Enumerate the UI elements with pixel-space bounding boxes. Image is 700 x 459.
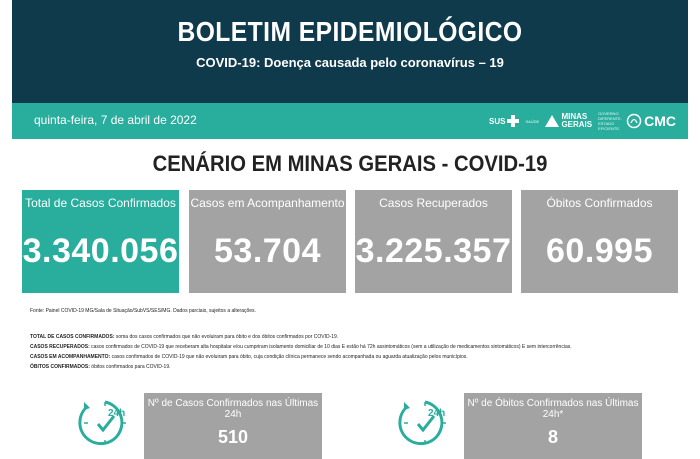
triangle-icon: [545, 115, 559, 127]
cross-icon: [507, 115, 519, 127]
minas-gerais-text: [561, 113, 592, 129]
page-subtitle: COVID-19: Doença causada pelo coronavírus – 19: [196, 55, 504, 70]
clock-24h-icon: [76, 394, 134, 452]
definition-term: ÓBITOS CONFIRMADOS:: [30, 364, 90, 370]
card-value: 53.704: [214, 232, 321, 270]
card-label: Total de Casos Confirmados: [25, 196, 176, 210]
card-total-confirmed: [22, 190, 179, 293]
definition-text: soma dos casos confirmados que não evoluiram para óbito e dos óbitos confirmados por COVID-19.: [114, 334, 339, 340]
definition-term: CASOS EM ACOMPANHAMENTO:: [30, 354, 111, 360]
box-value: 510: [217, 427, 249, 447]
box-label: Nº de Óbitos Confirmados nas Últimas 24h*: [467, 398, 639, 420]
last24-deaths-box: [464, 393, 642, 459]
minas-gerais-logo: [545, 113, 592, 129]
source-note: Fonte: Painel COVID-19 MG/Sala de Situação/SubVS/SES/MG. Dados parciais, sujeitos a alterações.: [30, 308, 256, 314]
definition-item: [30, 362, 670, 372]
card-value: 3.340.056: [22, 232, 179, 270]
card-value: 60.995: [546, 232, 653, 270]
card-in-monitoring: [189, 190, 346, 293]
sus-logo: [489, 115, 519, 127]
mg-slogan: GOVERNO DIFERENTE. ESTADO EFICIENTE.: [598, 111, 622, 131]
card-label: Casos em Acompanhamento: [190, 196, 345, 210]
card-label: Óbitos Confirmados: [546, 196, 653, 210]
report-date: quinta-feira, 7 de abril de 2022: [34, 113, 197, 127]
header-banner: [12, 0, 688, 103]
definitions-list: [30, 332, 670, 372]
clock-label: 24h: [108, 408, 126, 419]
last24-cases-box: [144, 393, 322, 459]
clock-24h-icon: [396, 394, 454, 452]
definition-text: casos confirmados de COVID-19 que receberam alta hospitalar e/ou cumpriram isolamento domiciliar de 10 dias E estão há 72h assintomáticos (sem a utilização de medicamentos sintomáticos) E sem intercorrências.: [89, 344, 572, 350]
logo-strip: [489, 110, 676, 132]
box-value: 8: [547, 427, 558, 447]
definition-text: óbitos confirmados para COVID-19.: [89, 364, 171, 370]
bulletin-frame: [12, 0, 688, 459]
definition-term: CASOS RECUPERADOS:: [30, 344, 90, 350]
section-title: CENÁRIO EM MINAS GERAIS - COVID-19: [152, 151, 548, 176]
cmc-text: CMC: [644, 113, 676, 129]
box-label: Nº de Casos Confirmados nas Últimas 24h: [147, 398, 319, 420]
date-bar: [12, 103, 688, 139]
definition-item: [30, 332, 670, 342]
definition-item: [30, 352, 670, 362]
card-deaths: [521, 190, 678, 293]
definition-term: TOTAL DE CASOS CONFIRMADOS:: [30, 334, 115, 340]
sus-logo-text: SUS: [488, 116, 506, 126]
clock-label: 24h: [428, 408, 446, 419]
saude-label: SAÚDE: [525, 118, 540, 124]
mg-line2: GERAIS: [561, 120, 593, 129]
card-recovered: [355, 190, 512, 293]
mg-line1: MINAS: [561, 112, 588, 121]
definition-text: casos confirmados de COVID-19 que não evoluiram para óbito, cuja condição clínica permanece sendo acompanhada ou aguarda atualização pelos municípios.: [110, 354, 468, 360]
cmc-emblem-icon: [626, 113, 642, 129]
card-label: Casos Recuperados: [379, 196, 488, 210]
page-title: BOLETIM EPIDEMIOLÓGICO: [177, 16, 523, 47]
definition-item: [30, 342, 670, 352]
card-value: 3.225.357: [355, 232, 512, 270]
cmc-logo: [626, 113, 676, 129]
